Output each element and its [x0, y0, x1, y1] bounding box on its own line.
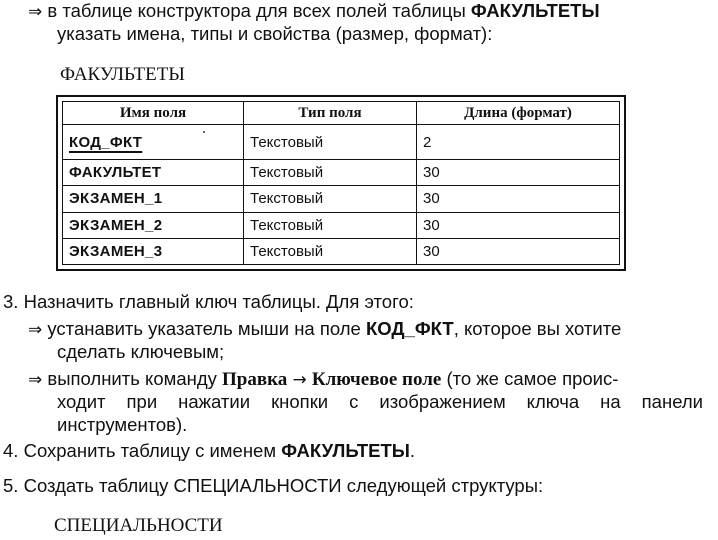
step-4 [3, 440, 415, 462]
field-length-cell: 30 [417, 186, 620, 212]
step-text: Назначить главный ключ таблицы. Для этого: [23, 291, 414, 312]
implies-arrow-icon: ⇒ [28, 2, 43, 22]
step-5 [3, 475, 543, 497]
step-number: 3. [3, 291, 19, 312]
field-length-cell: 30 [417, 238, 620, 264]
step-3-bullet-2-line-3: инструментов). [57, 414, 188, 435]
bullet-text: выполнить команду [47, 368, 223, 389]
step-number: 5. [3, 475, 19, 496]
field-type-cell: Текстовый [244, 212, 417, 238]
field-length-cell: 30 [417, 212, 620, 238]
step-text-end: . [409, 440, 416, 461]
field-type-cell: Текстовый [244, 160, 417, 186]
step-table-name: СПЕЦИАЛЬНОСТИ [173, 475, 342, 496]
table-header-row [63, 102, 620, 125]
intro-table-name: ФАКУЛЬТЕТЫ [470, 0, 600, 21]
intro-text-1: в таблице конструктора для всех полей таблицы [47, 0, 471, 21]
table-title: ФАКУЛЬТЕТЫ [60, 64, 185, 85]
table-2-title: СПЕЦИАЛЬНОСТИ [54, 515, 223, 536]
table-row [63, 160, 620, 186]
step-text-end: следующей структуры: [341, 475, 544, 496]
field-name-cell: КОД_ФКТ [69, 133, 143, 151]
right-arrow-icon: → [292, 370, 307, 390]
header-field-name: Имя поля [63, 102, 244, 125]
menu-path-key-field: Ключевое поле [311, 369, 442, 390]
implies-arrow-icon: ⇒ [28, 320, 43, 340]
field-length-cell: 30 [417, 160, 620, 186]
bullet-bold: КОД_ФКТ [365, 318, 454, 339]
header-field-type: Тип поля [244, 102, 417, 125]
step-3-bullet-1-line-2: сделать ключевым; [57, 341, 225, 362]
field-name-cell: ЭКЗАМЕН_2 [63, 212, 244, 238]
field-name-cell: ЭКЗАМЕН_1 [63, 186, 244, 212]
bullet-text: устанавить указатель мыши на поле [47, 318, 366, 339]
menu-path-edit: Правка [222, 369, 288, 390]
step-number: 4. [3, 440, 19, 461]
step-3-bullet-1 [28, 318, 621, 341]
field-type-cell: Текстовый [244, 125, 417, 160]
implies-arrow-icon: ⇒ [28, 370, 43, 390]
step-3 [3, 291, 414, 313]
field-name-cell: ФАКУЛЬТЕТ [63, 160, 244, 186]
scan-dot [203, 131, 205, 133]
field-type-cell: Текстовый [244, 186, 417, 212]
bullet-text: (то же самое проис- [441, 368, 619, 389]
table-row [63, 186, 620, 212]
step-text: Создать таблицу [23, 475, 174, 496]
step-3-bullet-2-line-2: ходит при нажатии кнопки с изображением ключа на панели [57, 391, 703, 412]
table-row [63, 212, 620, 238]
bullet-text: , которое вы хотите [453, 318, 622, 339]
field-type-cell: Текстовый [244, 238, 417, 264]
field-name-cell: ЭКЗАМЕН_3 [63, 238, 244, 264]
step-3-bullet-2 [28, 368, 618, 391]
intro-line-2: указать имена, типы и свойства (размер, формат): [57, 23, 493, 44]
step-text: Сохранить таблицу с именем [23, 440, 282, 461]
intro-line-1 [28, 0, 600, 23]
fields-table [56, 95, 626, 271]
step-bold: ФАКУЛЬТЕТЫ [281, 440, 410, 461]
header-field-length: Длина (формат) [417, 102, 620, 125]
field-length-cell: 2 [417, 125, 620, 160]
table-row [63, 125, 620, 160]
table-row [63, 238, 620, 264]
